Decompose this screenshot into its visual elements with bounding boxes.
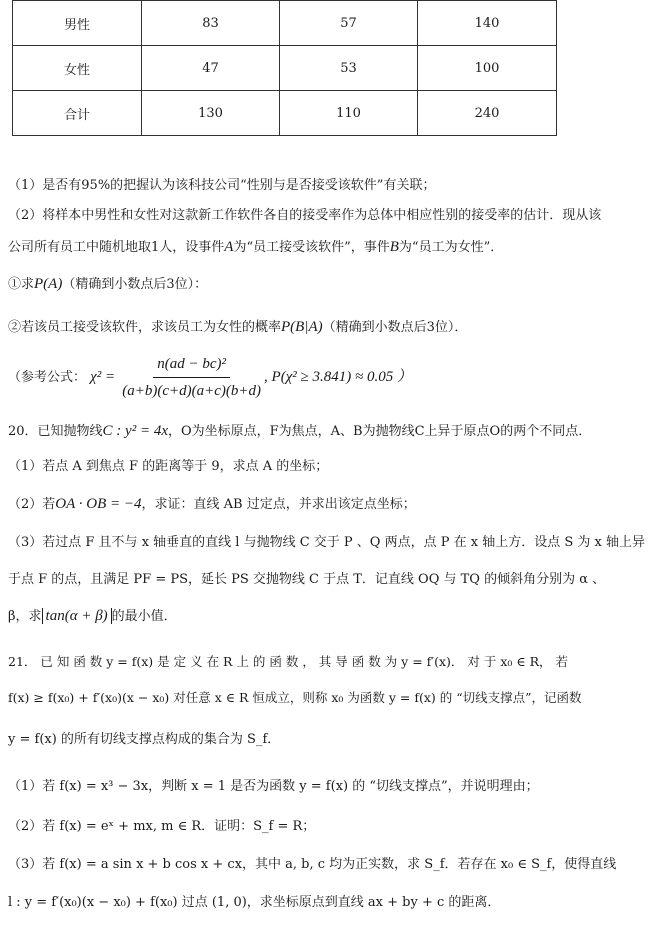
q20-text: 20．已知抛物线 bbox=[8, 424, 103, 439]
q19-part1: （1）是否有95%的把握认为该科技公司“性别与是否接受该软件”有关联； bbox=[8, 178, 436, 193]
q19-part2-line2 bbox=[8, 237, 503, 258]
table-cell: 100 bbox=[418, 46, 557, 91]
q19-text: （精确到小数点后3位）． bbox=[322, 320, 468, 335]
q19-part2-line1: （2）将样本中男性和女性对这款新工作软件各自的接受率作为总体中相应性别的接受率的估计．现从该 bbox=[8, 208, 602, 223]
math-expression: P(A) bbox=[34, 276, 63, 292]
contingency-table bbox=[12, 0, 557, 136]
math-expression: P(B|A) bbox=[281, 319, 323, 335]
row-label: 女性 bbox=[13, 46, 142, 91]
table-cell: 240 bbox=[418, 91, 557, 136]
q19-text: 为“员工为女性”． bbox=[398, 240, 504, 255]
q20-text: ，O为坐标原点，F为焦点，A、B为抛物线C上异于原点O的两个不同点． bbox=[167, 424, 592, 439]
q20-part1: （1）若点 A 到焦点 F 的距离等于 9，求点 A 的坐标； bbox=[8, 459, 329, 474]
q20-part3-line3 bbox=[8, 606, 177, 627]
fraction-numerator: n(ad − bc)² bbox=[153, 353, 230, 378]
table-cell: 53 bbox=[280, 46, 418, 91]
q19-text: 公司所有员工中随机地取1人，设事件 bbox=[8, 240, 225, 255]
table-cell: 47 bbox=[142, 46, 280, 91]
q21-part3-line2: l : y = f′(x₀)(x − x₀) + f(x₀) 过点 (1, 0)，求坐标原点到直线 ax + by + c 的距离． bbox=[8, 895, 501, 910]
q20-text: ，求证：直线 AB 过定点，并求出该定点坐标； bbox=[141, 497, 416, 512]
table-row bbox=[13, 91, 557, 136]
math-expression: OA · OB = −4 bbox=[55, 496, 142, 512]
q21-stem-line2: f(x) ≥ f(x₀) + f′(x₀)(x − x₀) 对任意 x ∈ R 恒成立，则称 x₀ 为函数 y = f(x) 的 “切线支撑点”，记函数 bbox=[8, 690, 582, 705]
q20-part2 bbox=[8, 494, 416, 515]
q21-part2: （2）若 f(x) = eˣ + mx, m ∈ R．证明：S_f = R； bbox=[8, 819, 316, 834]
table-row bbox=[13, 1, 557, 46]
q20-text: 的最小值． bbox=[111, 609, 177, 624]
math-expression: , P(χ² ≥ 3.841) ≈ 0.05 ） bbox=[264, 369, 412, 385]
formula-label: （参考公式： bbox=[8, 370, 87, 385]
reference-formula bbox=[8, 353, 412, 402]
event-a: A bbox=[224, 239, 234, 255]
table-cell: 110 bbox=[280, 91, 418, 136]
q19-text: ②若该员工接受该软件，求该员工为女性的概率 bbox=[8, 320, 282, 335]
q19-text: （精确到小数点后3位）： bbox=[62, 277, 208, 292]
math-expression: C : y² = 4x bbox=[102, 423, 168, 439]
table-cell: 130 bbox=[142, 91, 280, 136]
q21-stem-line3: y = f(x) 的所有切线支撑点构成的集合为 S_f． bbox=[8, 732, 281, 747]
event-b: B bbox=[389, 239, 399, 255]
q19-sub1 bbox=[8, 274, 207, 295]
q21-part1: （1）若 f(x) = x³ − 3x，判断 x = 1 是否为函数 y = f(x) 的 “切线支撑点”，并说明理由； bbox=[8, 779, 539, 794]
q20-stem bbox=[8, 421, 591, 442]
fraction-denominator: (a+b)(c+d)(a+c)(b+d) bbox=[122, 383, 262, 399]
q19-text: 为“员工接受该软件”，事件 bbox=[233, 240, 390, 255]
q19-sub2 bbox=[8, 317, 467, 338]
table-cell: 57 bbox=[280, 1, 418, 46]
chi-square-fraction bbox=[122, 353, 261, 402]
q21-part3-line1: （3）若 f(x) = a sin x + b cos x + cx，其中 a, b, c 均为正实数，求 S_f．若存在 x₀ ∈ S_f，使得直线 bbox=[8, 857, 617, 872]
q20-text: β，求 bbox=[8, 609, 42, 624]
row-label: 男性 bbox=[13, 1, 142, 46]
row-label: 合计 bbox=[13, 91, 142, 136]
table-cell: 140 bbox=[418, 1, 557, 46]
math-expression: χ² = bbox=[90, 369, 116, 385]
table-row bbox=[13, 46, 557, 91]
q21-stem-line1: 21． 已 知 函 数 y = f(x) 是 定 义 在 R 上 的 函 数 ， 其 导 函 数 为 y = f′(x)． 对 于 x₀ ∈ R， 若 bbox=[8, 654, 568, 669]
q19-text: ①求 bbox=[8, 277, 35, 292]
q20-part3-line2: 于点 F 的点，且满足 PF = PS，延长 PS 交抛物线 C 于点 T．记直线 OQ 与 TQ 的倾斜角分别为 α 、 bbox=[8, 572, 606, 587]
q20-part3-line1: （3）若过点 F 且不与 x 轴垂直的直线 l 与抛物线 C 交于 P 、Q 两点，点 P 在 x 轴上方．设点 S 为 x 轴上异 bbox=[8, 535, 645, 550]
math-expression: tan(α + β) bbox=[42, 608, 112, 624]
q20-text: （2）若 bbox=[8, 497, 56, 512]
table-cell: 83 bbox=[142, 1, 280, 46]
